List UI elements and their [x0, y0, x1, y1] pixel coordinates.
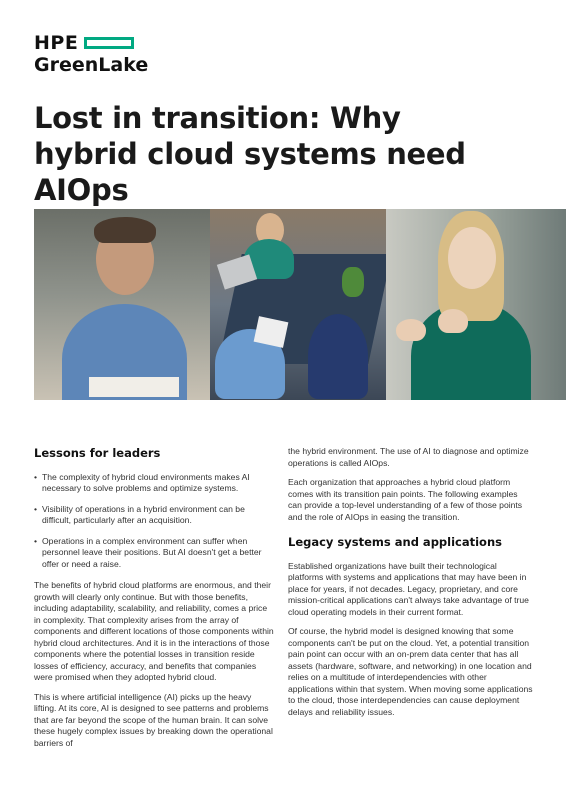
body-paragraph: Established organizations have built their technological platforms with systems and applications that may have been in place for years, if not decades. Legacy, proprietary, and core mission-critical applications can't always take advantage of true cloud operating models in their current format.: [288, 560, 529, 617]
list-item: • Operations in a complex environment can suffer when personnel leave their positions. But AI doesn't get a better offer or need a raise.: [34, 536, 274, 571]
legacy-heading: Legacy systems and applications: [288, 535, 502, 549]
lessons-list: [34, 472, 274, 571]
photo-meeting-overhead: [210, 209, 386, 400]
left-text-column: [34, 448, 274, 757]
page-title: Lost in transition: Why hybrid cloud systems need AIOps: [34, 101, 466, 207]
lessons-heading: Lessons for leaders: [34, 446, 161, 460]
logo-hpe-text: HPE: [34, 32, 79, 54]
list-item: • The complexity of hybrid cloud environments makes AI necessary to solve problems and optimize systems.: [34, 472, 274, 495]
list-item: • Visibility of operations in a hybrid environment can be difficult, particularly after an acquisition.: [34, 504, 274, 527]
logo-greenlake-text: GreenLake: [34, 54, 149, 76]
right-text-column: [288, 446, 533, 726]
body-paragraph: the hybrid environment. The use of AI to diagnose and optimize operations is called AIOps.: [288, 446, 529, 468]
hpe-greenlake-logo: [34, 34, 148, 76]
body-paragraph: Of course, the hybrid model is designed knowing that some components can't be put on the cloud. Yet, a potential transition pain point can occur with an on-prem data center that has all assets (hardware, software, and networking) in one location and relies on a multitude of interdependencies with other applications within that system. When moving some applications to the cloud, those interdependencies can cause deployment delays and reliability issues.: [288, 626, 533, 717]
photo-woman-gesturing: [386, 209, 566, 400]
logo-green-rectangle: [84, 37, 134, 49]
body-paragraph: The benefits of hybrid cloud platforms are enormous, and their growth will clearly only continue. But with those benefits, including adaptability, scalability, and reliability, comes a price in complexity. That complexity arises from the array of components and different locations of those components within hybrid cloud architectures. And it is in the interactions of those components where the potential losses in transition reside losses of efficiency, accuracy, and benefits that companies were promised when they adopted hybrid cloud.: [34, 580, 274, 682]
body-paragraph: Each organization that approaches a hybrid cloud platform comes with its transition pain points. The following examples can provide a top-level understanding of a few of those points and the role of AIOps in easing the transition.: [288, 477, 523, 522]
hero-photo-strip: [34, 209, 566, 400]
photo-man-speaking: [34, 209, 210, 400]
body-paragraph: This is where artificial intelligence (AI) picks up the heavy lifting. At its core, AI is designed to see patterns and problems that are far beyond the scope of the human brain. It can solve these hugely complex issues by breaking down the operational barriers of: [34, 691, 273, 748]
